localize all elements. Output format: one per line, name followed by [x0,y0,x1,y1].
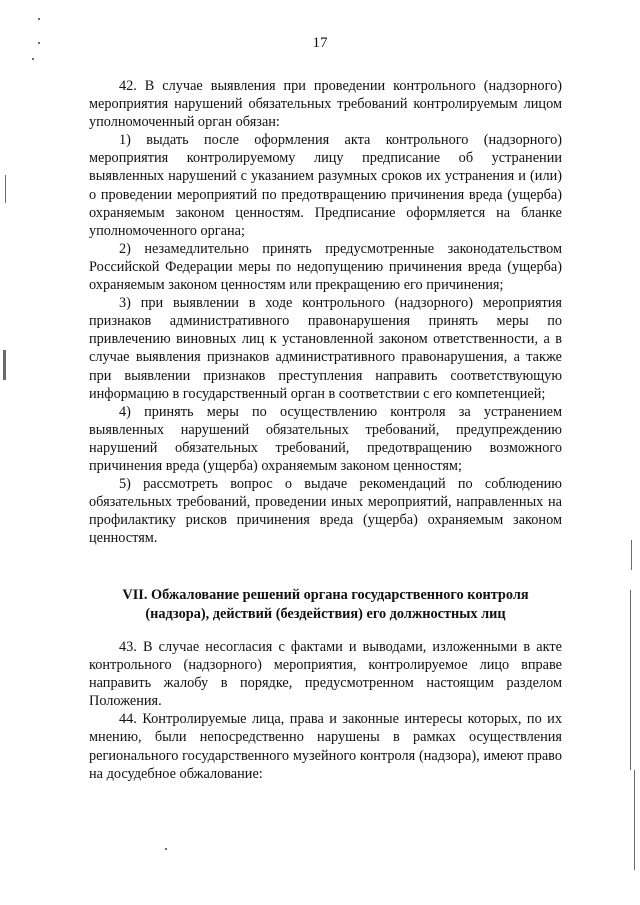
page-number: 17 [312,35,328,51]
scan-mark [165,848,167,850]
paragraph-42-4: 4) принять меры по осуществлению контроля за устранением выявленных нарушений обязательных требований, предупреждению нарушений обязательных требований, предотвращению возможного причинения вреда (ущерба) охраняемым законом ценностям; [89,403,562,474]
paragraph-42: 42. В случае выявления при проведении контрольного (надзорного) мероприятия нарушений обязательных требований контролируемым лицом уполномоченный орган обязан: [89,78,562,131]
scan-mark [634,770,635,870]
item-42-block [89,77,562,547]
scan-mark [5,175,6,203]
paragraph-43: 43. В случае несогласия с фактами и выводами, изложенными в акте контрольного (надзорного) мероприятия, контролируемое лицо вправе направить жалобу в порядке, предусмотренном настоящим разделом Положения. [89,639,562,710]
scan-mark [38,18,40,20]
scan-mark [631,540,632,570]
scan-mark [3,350,6,380]
scan-mark [38,42,40,44]
paragraph-42-5: 5) рассмотреть вопрос о выдаче рекомендаций по соблюдению обязательных требований, проведении иных мероприятий, направленных на профилактику рисков причинения вреда (ущерба) охраняемым законом ценностям. [89,476,562,547]
scan-mark [32,58,34,60]
scan-mark [630,590,631,770]
paragraph-42-2: 2) незамедлительно принять предусмотренные законодательством Российской Федерации меры по недопущению причинения вреда (ущерба) охраняемым законом ценностям или прекращению его причинения; [89,240,562,294]
paragraph-42-3: 3) при выявлении в ходе контрольного (надзорного) мероприятия признаков административного правонарушения принять меры по привлечению виновных лиц к установленной законом ответственности, а в случае выявления признаков административного правонарушения, а также при выявлении признаков преступления направить соответствующую информацию в государственный орган в соответствии с его компетенцией; [89,295,562,402]
items-43-44-block [89,638,562,783]
section-heading-line-1: VII. Обжалование решений органа государственного контроля [122,587,529,603]
paragraph-42-1: 1) выдать после оформления акта контрольного (надзорного) мероприятия контролируемому лицу предписание об устранении выявленных нарушений с указанием разумных сроков их устранения и (или) о проведении мероприятий по предотвращению причинения вреда (ущерба) охраняемым законом ценностям. Предписание оформляется на бланке уполномоченного органа; [89,132,562,239]
paragraph-44: 44. Контролируемые лица, права и законные интересы которых, по их мнению, были непосредственно нарушены в рамках осуществления регионального государственного музейного контроля (надзора), имеют право на досудебное обжалование: [89,711,562,782]
section-heading-line-2: (надзора), действий (бездействия) его должностных лиц [145,606,506,622]
section-heading [89,586,562,624]
